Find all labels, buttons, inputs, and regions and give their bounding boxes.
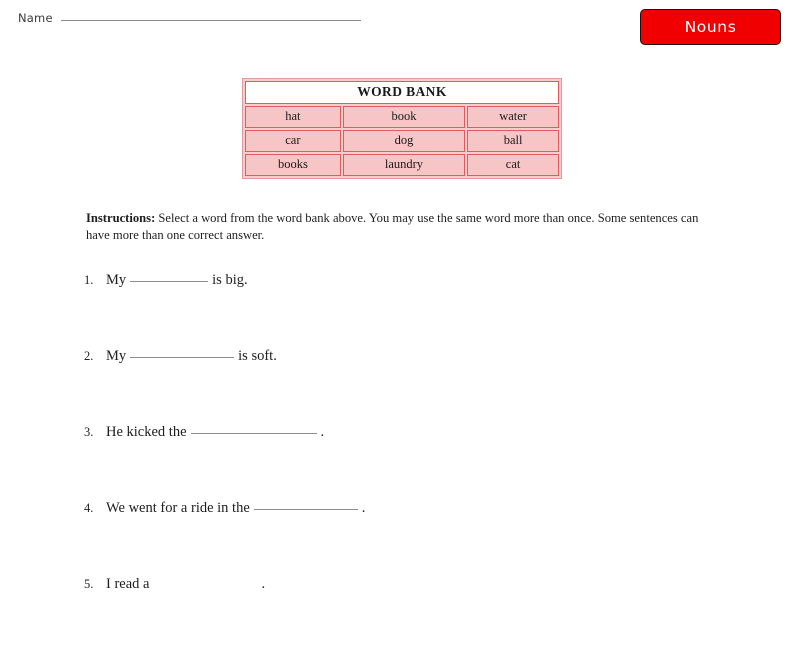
question-list — [84, 272, 744, 652]
question-item — [84, 424, 744, 500]
question-text-before: I read a — [106, 576, 150, 592]
question-text-before: My — [106, 348, 127, 364]
question-text-before: He kicked the — [106, 424, 187, 440]
answer-blank[interactable] — [130, 281, 208, 282]
word-bank-cell: hat — [245, 106, 341, 128]
question-text-before: My — [106, 272, 127, 288]
word-bank-cell: water — [467, 106, 559, 128]
question-number: 1. — [84, 273, 94, 287]
question-text-after: . — [261, 576, 266, 592]
question-number: 5. — [84, 577, 94, 591]
question-text-after: is soft. — [238, 348, 277, 364]
question-item — [84, 348, 744, 424]
word-bank-row — [245, 130, 559, 152]
word-bank-title: WORD BANK — [245, 81, 559, 104]
instructions-label: Instructions: — [86, 211, 156, 225]
subject-badge — [640, 9, 781, 45]
instructions — [86, 210, 700, 243]
subject-badge-label: Nouns — [684, 18, 737, 36]
word-bank — [242, 78, 562, 179]
word-bank-row — [245, 106, 559, 128]
word-bank-cell: car — [245, 130, 341, 152]
word-bank-cell: book — [343, 106, 465, 128]
question-item — [84, 500, 744, 576]
question-item — [84, 272, 744, 348]
question-text-after: is big. — [212, 272, 248, 288]
question-number: 2. — [84, 349, 94, 363]
word-bank-cell: cat — [467, 154, 559, 176]
word-bank-cell: books — [245, 154, 341, 176]
name-write-in-line[interactable] — [61, 20, 361, 21]
word-bank-row — [245, 154, 559, 176]
word-bank-cell: laundry — [343, 154, 465, 176]
word-bank-cell: ball — [467, 130, 559, 152]
question-text-after: . — [320, 424, 325, 440]
answer-blank[interactable] — [191, 433, 317, 434]
question-text-after: . — [361, 500, 366, 516]
word-bank-cell: dog — [343, 130, 465, 152]
question-text-before: We went for a ride in the — [106, 500, 250, 516]
name-field-row — [18, 11, 361, 25]
answer-blank[interactable] — [254, 509, 358, 510]
question-number: 4. — [84, 501, 94, 515]
question-item — [84, 576, 744, 652]
answer-blank[interactable] — [130, 357, 234, 358]
name-label: Name — [18, 11, 53, 25]
instructions-text: Select a word from the word bank above. You may use the same word more than once. Some sentences can have more than one correct answer. — [86, 211, 699, 242]
question-number: 3. — [84, 425, 94, 439]
